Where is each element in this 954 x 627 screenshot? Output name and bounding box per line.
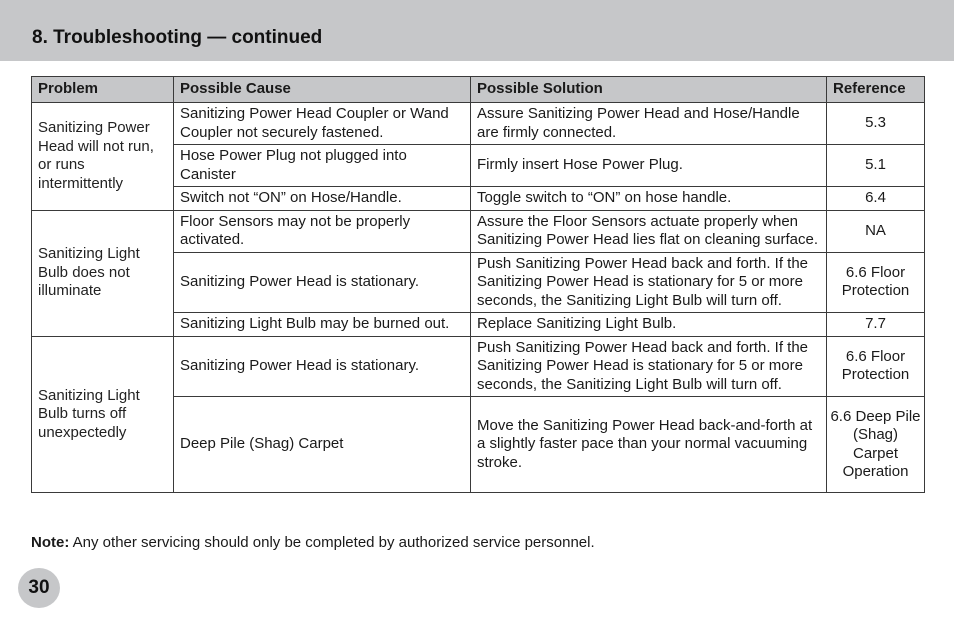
cause-cell: Sanitizing Power Head Coupler or Wand Coupler not securely fastened. — [174, 103, 471, 145]
problem-cell: Sanitizing Light Bulb does not illuminate — [32, 210, 174, 336]
reference-cell: 6.6 Deep Pile (Shag) Carpet Operation — [827, 397, 925, 493]
reference-cell: 6.6 Floor Protection — [827, 336, 925, 397]
reference-cell: NA — [827, 210, 925, 252]
cause-cell: Floor Sensors may not be properly activated. — [174, 210, 471, 252]
solution-cell: Push Sanitizing Power Head back and forth. If the Sanitizing Power Head is stationary for 5 or more seconds, the Sanitizing Light Bulb will turn off. — [471, 336, 827, 397]
column-header-solution: Possible Solution — [471, 77, 827, 103]
solution-cell: Move the Sanitizing Power Head back-and-forth at a slightly faster pace than your normal vacuuming stroke. — [471, 397, 827, 493]
problem-cell: Sanitizing Power Head will not run, or runs intermittently — [32, 103, 174, 211]
cause-cell: Switch not “ON” on Hose/Handle. — [174, 187, 471, 211]
troubleshooting-table — [31, 76, 925, 493]
reference-cell: 7.7 — [827, 313, 925, 337]
reference-cell: 6.4 — [827, 187, 925, 211]
service-note — [31, 534, 595, 551]
solution-cell: Assure Sanitizing Power Head and Hose/Handle are firmly connected. — [471, 103, 827, 145]
column-header-cause: Possible Cause — [174, 77, 471, 103]
reference-cell: 5.3 — [827, 103, 925, 145]
problem-cell: Sanitizing Light Bulb turns off unexpectedly — [32, 336, 174, 493]
solution-cell: Toggle switch to “ON” on hose handle. — [471, 187, 827, 211]
page-title: 8. Troubleshooting — continued — [32, 27, 323, 48]
solution-cell: Push Sanitizing Power Head back and forth. If the Sanitizing Power Head is stationary for 5 or more seconds, the Sanitizing Light Bulb will turn off. — [471, 252, 827, 313]
cause-cell: Sanitizing Power Head is stationary. — [174, 252, 471, 313]
cause-cell: Sanitizing Power Head is stationary. — [174, 336, 471, 397]
page-number-badge — [18, 568, 60, 608]
table-row — [32, 210, 925, 252]
note-label: Note: — [31, 534, 70, 551]
cause-cell: Deep Pile (Shag) Carpet — [174, 397, 471, 493]
solution-cell: Replace Sanitizing Light Bulb. — [471, 313, 827, 337]
table-row — [32, 336, 925, 397]
column-header-reference: Reference — [827, 77, 925, 103]
table-header-row — [32, 77, 925, 103]
reference-cell: 5.1 — [827, 145, 925, 187]
table-row — [32, 103, 925, 145]
reference-cell: 6.6 Floor Protection — [827, 252, 925, 313]
page-number: 30 — [28, 577, 50, 598]
cause-cell: Hose Power Plug not plugged into Canister — [174, 145, 471, 187]
solution-cell: Assure the Floor Sensors actuate properly when Sanitizing Power Head lies flat on cleaning surface. — [471, 210, 827, 252]
note-text: Any other servicing should only be completed by authorized service personnel. — [69, 534, 595, 551]
solution-cell: Firmly insert Hose Power Plug. — [471, 145, 827, 187]
column-header-problem: Problem — [32, 77, 174, 103]
cause-cell: Sanitizing Light Bulb may be burned out. — [174, 313, 471, 337]
